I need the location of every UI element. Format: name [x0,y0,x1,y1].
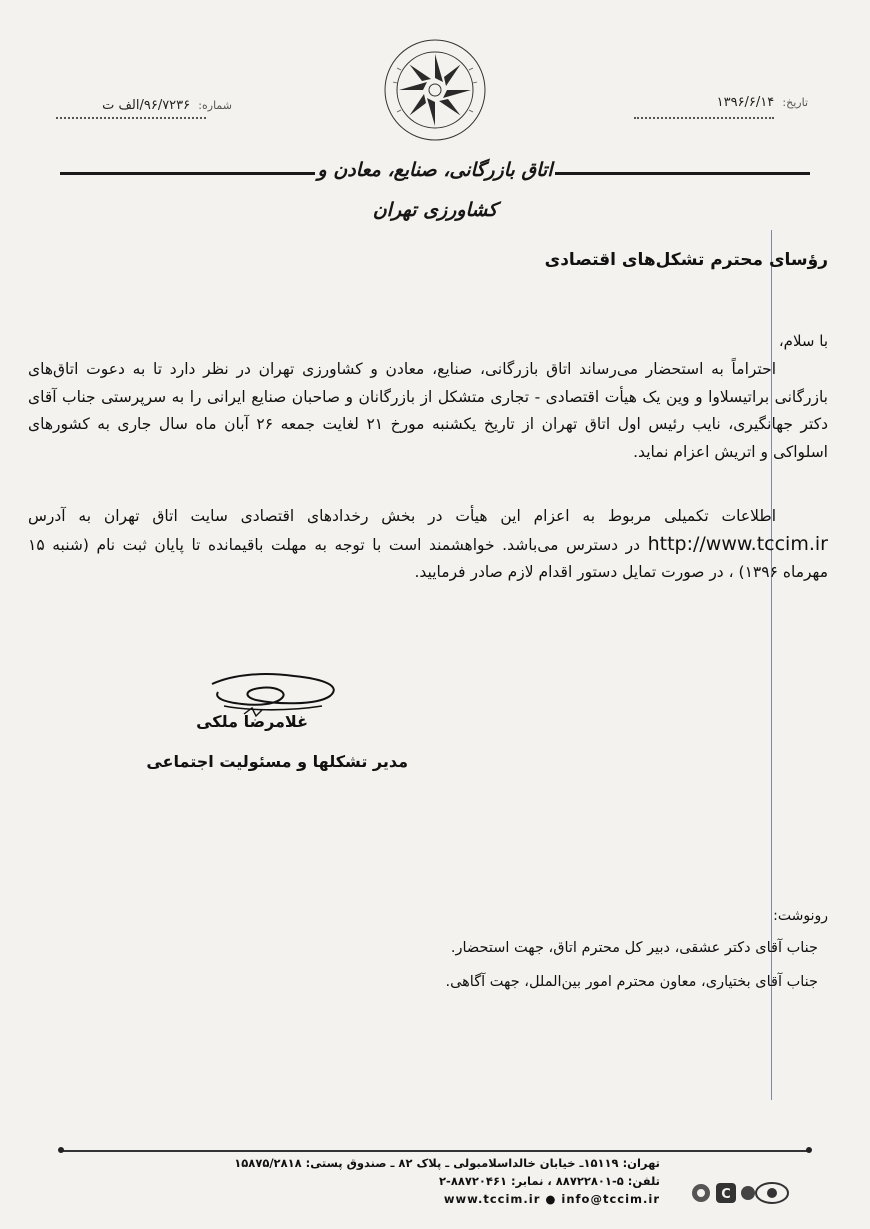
paragraph-2-text-a: اطلاعات تکمیلی مربوط به اعزام این هیأت در بخش رخدادهای اقتصادی سایت اتاق تهران به آدرس [28,507,776,525]
certification-logos [690,1180,790,1206]
organization-name: اتاق بازرگانی، صنایع، معادن و کشاورزی تهران [317,159,553,221]
date-value: ۱۳۹۶/۶/۱۴ [716,95,775,110]
paragraph-2-text-b: در دسترس می‌باشد. خواهشمند است با توجه به مهلت باقیمانده تا پایان ثبت نام (شنبه ۱۵ مهرماه ۱۳۹۶) ، در صورت تمایل دستور اقدام لازم صادر فرمایید. [28,535,828,581]
footer-rule [60,1150,810,1152]
paragraph-1 [28,356,828,466]
number-label: شماره: [198,99,232,112]
signer-title: مدیر تشکلها و مسئولیت اجتماعی [146,752,408,771]
paragraph-1-text: احتراماً به استحضار می‌رساند اتاق بازرگانی، صنایع، معادن و کشاورزی تهران در نظر دارد تا به دعوت اتاق‌های بازرگانی براتیسلاوا و وین یک هیأت اقتصادی - تجاری متشکل از بازرگانان و صاحبان صنایع ایرانی را به سرپرستی جناب آقای دکتر جهانگیری، نایب رئیس اول اتاق تهران از تاریخ یکشنبه مورخ ۲۱ لغایت جمعه ۲۶ آبان ماه سال جاری به کشورهای اسلواکی و اتریش اعزام نماید. [28,360,828,461]
signer-name: غلامرضا ملکی [196,712,308,731]
date-field [717,95,808,110]
footer-address: تهران: ۱۵۱۱۹ـ خیابان خالداسلامبولی ـ پلاک ۸۲ ـ صندوق پستی: ۱۵۸۷۵/۲۸۱۸ [234,1156,660,1170]
header-rule-left [60,172,315,175]
footer-phone: تلفن: ۵-۸۸۷۲۲۸۰۱ ، نمابر: ۸۸۷۲۰۴۶۱-۲ [439,1174,660,1188]
cc-label: رونوشت: [773,908,828,924]
svg-text:C: C [721,1187,731,1202]
number-value: ۹۶/۷۲۳۶/الف ت [102,98,191,113]
footer-rule-dot-right [806,1147,812,1153]
footer-rule-dot-left [58,1147,64,1153]
website-link[interactable]: http://www.tccim.ir [647,532,828,555]
chamber-logo [383,38,487,142]
date-label: تاریخ: [782,96,808,109]
footer-web[interactable]: www.tccim.ir ● info@tccim.ir [443,1192,660,1206]
recipient: رؤسای محترم تشکل‌های اقتصادی [544,250,828,270]
number-field [60,98,232,113]
date-dotted-line [634,117,774,119]
cc-item: جناب آقای بختیاری، معاون محترم امور بین‌الملل، جهت آگاهی. [445,974,818,990]
header-rule-right [555,172,810,175]
paragraph-2 [28,503,828,587]
salutation: با سلام، [778,332,828,350]
number-dotted-line [56,117,206,119]
cc-item: جناب آقای دکتر عشقی، دبیر کل محترم اتاق، جهت استحضار. [450,940,818,956]
